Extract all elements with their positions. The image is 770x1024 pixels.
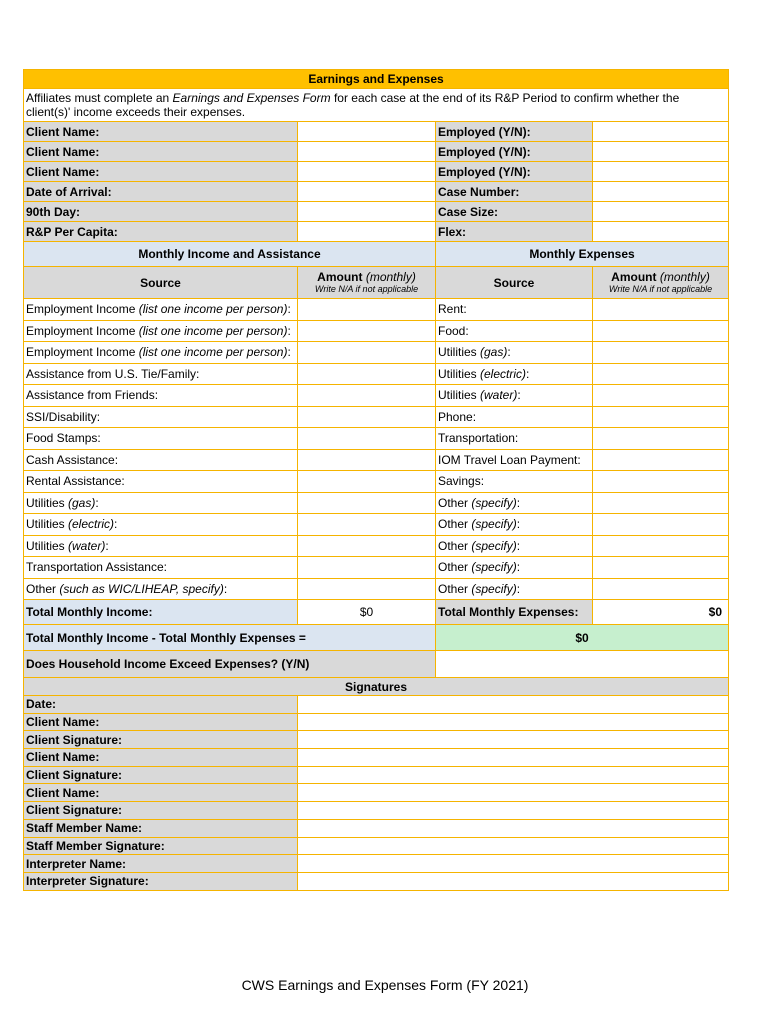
- expense-source-note: (electric): [480, 366, 527, 381]
- expense-amount-input[interactable]: [593, 363, 729, 385]
- instructions-form-name: Earnings and Expenses Form: [172, 91, 331, 105]
- expense-source-note: (specify): [471, 538, 517, 553]
- expense-source: [436, 492, 593, 514]
- signatures-title: Signatures: [24, 678, 729, 696]
- expense-source-tail: :: [507, 345, 511, 360]
- expense-source-label: Other: [438, 560, 472, 575]
- expense-source-tail: :: [516, 495, 521, 510]
- income-source-label: Employment Income: [26, 302, 139, 317]
- signature-row: [24, 696, 729, 714]
- income-source-tail: :: [105, 538, 109, 553]
- header-input-left[interactable]: [298, 202, 436, 222]
- expenses-amount-hint: Write N/A if not applicable: [608, 283, 713, 294]
- expense-source-label: Other: [438, 517, 472, 532]
- earnings-expenses-form: [23, 69, 729, 891]
- signature-row: [24, 855, 729, 873]
- header-input-right[interactable]: [593, 162, 729, 182]
- income-source: [24, 578, 298, 600]
- signature-label: Interpreter Name:: [24, 855, 298, 873]
- expense-source-tail: :: [516, 560, 521, 575]
- signature-row: [24, 802, 729, 820]
- expense-source-tail: :: [526, 366, 530, 381]
- expense-source-label: Other: [438, 495, 472, 510]
- income-amount-input[interactable]: [298, 471, 436, 493]
- income-expense-row: [24, 299, 729, 321]
- income-source: [24, 342, 298, 364]
- income-source: [24, 449, 298, 471]
- income-amount-input[interactable]: [298, 320, 436, 342]
- income-source-label: Utilities: [26, 517, 69, 532]
- income-expense-row: [24, 492, 729, 514]
- income-amount-input[interactable]: [298, 363, 436, 385]
- header-input-left[interactable]: [298, 222, 436, 242]
- expense-amount-input[interactable]: [593, 578, 729, 600]
- income-amount-input[interactable]: [298, 385, 436, 407]
- income-source-tail: :: [114, 517, 118, 532]
- header-label-right: Case Size:: [436, 202, 593, 222]
- total-expenses-value: $0: [593, 600, 729, 625]
- signature-input[interactable]: [298, 749, 729, 767]
- income-source-label: Employment Income: [26, 323, 139, 338]
- expense-source: [436, 406, 593, 428]
- exceed-answer-input[interactable]: [436, 651, 729, 678]
- total-income-value: $0: [298, 600, 436, 625]
- income-expense-row: [24, 557, 729, 579]
- net-value: $0: [436, 625, 729, 651]
- income-amount-input[interactable]: [298, 449, 436, 471]
- form-title: Earnings and Expenses: [24, 70, 729, 89]
- income-source-note: (such as WIC/LIHEAP, specify): [59, 581, 224, 596]
- expenses-amount-qualifier: (monthly): [659, 269, 710, 284]
- income-source: [24, 299, 298, 321]
- header-field-row: [24, 202, 729, 222]
- header-label-left: 90th Day:: [24, 202, 298, 222]
- income-source-label: SSI/Disability:: [26, 409, 101, 424]
- income-source: [24, 535, 298, 557]
- signature-row: [24, 784, 729, 802]
- expense-amount-input[interactable]: [593, 428, 729, 450]
- income-source-note: (list one income per person): [138, 323, 288, 338]
- income-amount-title: Amount: [317, 269, 363, 284]
- income-amount-input[interactable]: [298, 492, 436, 514]
- expense-amount-input[interactable]: [593, 299, 729, 321]
- expense-source: [436, 385, 593, 407]
- income-amount-input[interactable]: [298, 557, 436, 579]
- income-source-label: Cash Assistance:: [26, 452, 119, 467]
- header-input-left[interactable]: [298, 162, 436, 182]
- expense-source: [436, 320, 593, 342]
- header-input-right[interactable]: [593, 202, 729, 222]
- income-expense-row: [24, 514, 729, 536]
- signature-label: Client Signature:: [24, 766, 298, 784]
- expense-source-tail: :: [516, 581, 521, 596]
- signature-input[interactable]: [298, 713, 729, 731]
- expense-source-tail: :: [516, 538, 521, 553]
- expense-source-tail: :: [516, 517, 521, 532]
- income-source-label: Employment Income: [26, 345, 139, 360]
- signature-label: Client Name:: [24, 784, 298, 802]
- header-input-right[interactable]: [593, 122, 729, 142]
- income-expense-row: [24, 471, 729, 493]
- income-amount-input[interactable]: [298, 578, 436, 600]
- income-source-note: (list one income per person): [138, 345, 288, 360]
- income-expense-row: [24, 428, 729, 450]
- income-source-note: (electric): [68, 517, 115, 532]
- expense-source-label: Utilities: [438, 388, 481, 403]
- header-field-row: [24, 142, 729, 162]
- header-field-row: [24, 122, 729, 142]
- income-source: [24, 471, 298, 493]
- expense-source-note: (specify): [471, 581, 517, 596]
- signature-label: Client Signature:: [24, 802, 298, 820]
- signature-label: Client Signature:: [24, 731, 298, 749]
- header-label-right: Employed (Y/N):: [436, 142, 593, 162]
- income-source: [24, 428, 298, 450]
- expense-source-label: Food:: [438, 323, 469, 338]
- signature-input[interactable]: [298, 837, 729, 855]
- expense-source-note: (water): [480, 388, 518, 403]
- header-input-left[interactable]: [298, 122, 436, 142]
- income-source: [24, 557, 298, 579]
- header-input-left[interactable]: [298, 142, 436, 162]
- income-source-label: Utilities: [26, 538, 69, 553]
- expense-source-label: IOM Travel Loan Payment:: [438, 452, 581, 467]
- income-source-tail: :: [95, 495, 99, 510]
- income-source: [24, 320, 298, 342]
- income-expense-row: [24, 320, 729, 342]
- income-source: [24, 385, 298, 407]
- expense-source: [436, 363, 593, 385]
- header-label-right: Case Number:: [436, 182, 593, 202]
- expense-source: [436, 535, 593, 557]
- expense-amount-input[interactable]: [593, 385, 729, 407]
- expense-amount-input[interactable]: [593, 449, 729, 471]
- income-source-tail: :: [287, 345, 291, 360]
- signature-row: [24, 766, 729, 784]
- income-amount-qualifier: (monthly): [365, 269, 416, 284]
- income-amount-input[interactable]: [298, 514, 436, 536]
- income-amount-header: [298, 267, 436, 299]
- income-source-header: Source: [24, 267, 298, 299]
- signature-label: Client Name:: [24, 749, 298, 767]
- expense-amount-input[interactable]: [593, 320, 729, 342]
- header-label-left: Client Name:: [24, 142, 298, 162]
- expense-amount-input[interactable]: [593, 535, 729, 557]
- expense-source-note: (gas): [480, 345, 508, 360]
- expense-source: [436, 299, 593, 321]
- income-source-note: (gas): [68, 495, 96, 510]
- expense-source: [436, 514, 593, 536]
- income-source-label: Utilities: [26, 495, 69, 510]
- income-amount-input[interactable]: [298, 299, 436, 321]
- signature-label: Client Name:: [24, 713, 298, 731]
- income-expense-row: [24, 342, 729, 364]
- header-label-left: Date of Arrival:: [24, 182, 298, 202]
- income-amount-input[interactable]: [298, 406, 436, 428]
- instructions-prefix: Affiliates must complete an: [26, 91, 173, 105]
- expense-source: [436, 578, 593, 600]
- header-label-left: Client Name:: [24, 122, 298, 142]
- signature-row: [24, 819, 729, 837]
- header-label-right: Employed (Y/N):: [436, 122, 593, 142]
- header-label-right: Flex:: [436, 222, 593, 242]
- expense-source-label: Rent:: [438, 302, 467, 317]
- expense-amount-input[interactable]: [593, 342, 729, 364]
- income-amount-input[interactable]: [298, 535, 436, 557]
- income-source-tail: :: [287, 323, 291, 338]
- income-amount-input[interactable]: [298, 342, 436, 364]
- signature-row: [24, 749, 729, 767]
- expense-source-label: Phone:: [438, 409, 477, 424]
- header-label-right: Employed (Y/N):: [436, 162, 593, 182]
- expenses-section-title: Monthly Expenses: [436, 242, 729, 267]
- header-label-left: R&P Per Capita:: [24, 222, 298, 242]
- signature-input[interactable]: [298, 766, 729, 784]
- expenses-source-header: Source: [436, 267, 593, 299]
- expense-source-note: (specify): [471, 517, 517, 532]
- income-source-label: Assistance from U.S. Tie/Family:: [26, 366, 200, 381]
- expense-source: [436, 471, 593, 493]
- income-source-label: Rental Assistance:: [26, 474, 125, 489]
- expense-amount-input[interactable]: [593, 492, 729, 514]
- expense-source-label: Savings:: [438, 474, 485, 489]
- expense-amount-input[interactable]: [593, 406, 729, 428]
- signature-input[interactable]: [298, 696, 729, 714]
- income-source-note: (water): [68, 538, 106, 553]
- income-amount-input[interactable]: [298, 428, 436, 450]
- income-amount-hint: Write N/A if not applicable: [314, 283, 419, 294]
- page-footer: CWS Earnings and Expenses Form (FY 2021): [241, 977, 529, 993]
- income-source-label: Assistance from Friends:: [26, 388, 159, 403]
- expense-source: [436, 342, 593, 364]
- signature-input[interactable]: [298, 819, 729, 837]
- expense-amount-input[interactable]: [593, 471, 729, 493]
- signature-input[interactable]: [298, 855, 729, 873]
- income-expense-row: [24, 385, 729, 407]
- income-source: [24, 363, 298, 385]
- expense-amount-input[interactable]: [593, 557, 729, 579]
- income-source-note: (list one income per person): [138, 302, 288, 317]
- header-input-right[interactable]: [593, 222, 729, 242]
- signature-input[interactable]: [298, 731, 729, 749]
- signature-input[interactable]: [298, 802, 729, 820]
- income-source: [24, 406, 298, 428]
- header-field-row: [24, 182, 729, 202]
- expense-source-label: Other: [438, 538, 472, 553]
- signature-label: Date:: [24, 696, 298, 714]
- net-label: Total Monthly Income - Total Monthly Expenses =: [24, 625, 436, 651]
- header-input-left[interactable]: [298, 182, 436, 202]
- income-source-tail: :: [223, 581, 228, 596]
- signature-row: [24, 731, 729, 749]
- header-input-right[interactable]: [593, 142, 729, 162]
- income-source-label: Other: [26, 581, 60, 596]
- expense-source-note: (specify): [471, 560, 517, 575]
- total-income-label: Total Monthly Income:: [24, 600, 298, 625]
- income-expense-row: [24, 578, 729, 600]
- signature-row: [24, 837, 729, 855]
- income-source-label: Transportation Assistance:: [26, 560, 167, 575]
- expenses-amount-title: Amount: [611, 269, 657, 284]
- signature-input[interactable]: [298, 784, 729, 802]
- expense-source-label: Transportation:: [438, 431, 519, 446]
- instructions-suffix: for each case at the end of its R&P Period to confirm whether the client(s)' income exceeds their expenses.: [26, 91, 680, 119]
- income-source: [24, 514, 298, 536]
- header-input-right[interactable]: [593, 182, 729, 202]
- header-label-left: Client Name:: [24, 162, 298, 182]
- income-source-tail: :: [287, 302, 291, 317]
- expense-source-tail: :: [517, 388, 521, 403]
- expense-source-note: (specify): [471, 495, 517, 510]
- signature-row: [24, 713, 729, 731]
- expense-source: [436, 557, 593, 579]
- income-expense-row: [24, 535, 729, 557]
- signature-input[interactable]: [298, 872, 729, 890]
- income-source: [24, 492, 298, 514]
- signature-label: Staff Member Signature:: [24, 837, 298, 855]
- expenses-amount-header: [593, 267, 729, 299]
- expense-source-label: Utilities: [438, 366, 481, 381]
- income-source-label: Food Stamps:: [26, 431, 101, 446]
- header-field-row: [24, 162, 729, 182]
- expense-source: [436, 428, 593, 450]
- signature-label: Staff Member Name:: [24, 819, 298, 837]
- exceed-question-label: Does Household Income Exceed Expenses? (Y/N): [24, 651, 436, 678]
- expense-source-label: Utilities: [438, 345, 481, 360]
- expense-source-label: Other: [438, 581, 472, 596]
- header-field-row: [24, 222, 729, 242]
- income-section-title: Monthly Income and Assistance: [24, 242, 436, 267]
- signature-row: [24, 872, 729, 890]
- total-expenses-label: Total Monthly Expenses:: [436, 600, 593, 625]
- form-instructions: [24, 89, 729, 122]
- expense-amount-input[interactable]: [593, 514, 729, 536]
- signature-label: Interpreter Signature:: [24, 872, 298, 890]
- income-expense-row: [24, 363, 729, 385]
- income-expense-row: [24, 406, 729, 428]
- expense-source: [436, 449, 593, 471]
- income-expense-row: [24, 449, 729, 471]
